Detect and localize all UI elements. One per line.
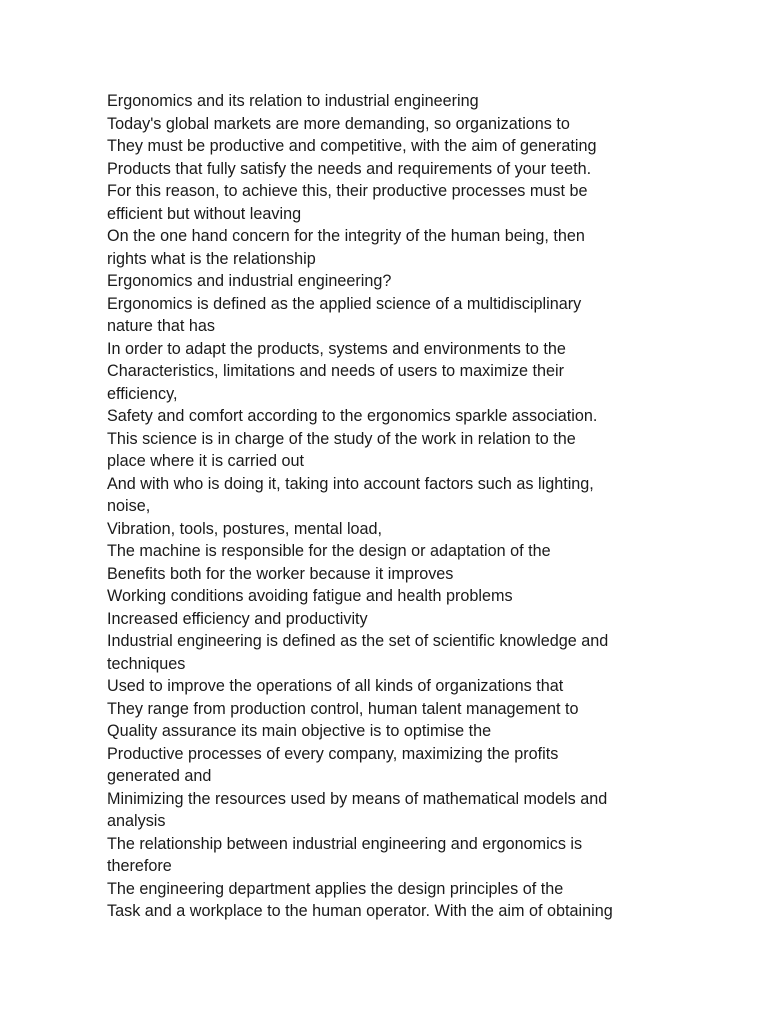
text-line: Increased efficiency and productivity	[107, 609, 368, 628]
text-line: The engineering department applies the design principles of the	[107, 879, 564, 898]
text-line: Ergonomics and industrial engineering?	[107, 272, 392, 290]
text-line: efficient but without leaving	[107, 204, 302, 223]
text-line: generated and	[107, 767, 212, 785]
text-line: This science is in charge of the study of the work in relation to the	[107, 429, 576, 448]
text-line: Products that fully satisfy the needs and requirements of your teeth.	[107, 159, 592, 178]
text-line: The relationship between industrial engineering and ergonomics is	[107, 834, 583, 853]
text-line: place where it is carried out	[107, 452, 305, 470]
text-line: Productive processes of every company, maximizing the profits	[107, 744, 559, 763]
text-line: On the one hand concern for the integrity of the human being, then	[107, 227, 585, 245]
text-line: Task and a workplace to the human operator. With the aim of obtaining	[107, 902, 613, 920]
text-line: They must be productive and competitive, with the aim of generating	[107, 137, 597, 155]
text-line: And with who is doing it, taking into account factors such as lighting,	[107, 474, 594, 493]
text-line: Working conditions avoiding fatigue and health problems	[107, 587, 513, 605]
text-line: Today's global markets are more demanding, so organizations to	[107, 114, 570, 133]
text-line: Industrial engineering is defined as the set of scientific knowledge and	[107, 632, 609, 650]
text-line: Characteristics, limitations and needs of users to maximize their	[107, 362, 565, 380]
text-line: They range from production control, human talent management to	[107, 699, 579, 718]
text-line: noise,	[107, 497, 151, 515]
document-title-line: Ergonomics and its relation to industrial engineering	[107, 92, 479, 110]
text-line: For this reason, to achieve this, their productive processes must be	[107, 182, 588, 200]
text-line: Used to improve the operations of all kinds of organizations that	[107, 677, 564, 695]
text-line: In order to adapt the products, systems and environments to the	[107, 339, 566, 358]
text-line: rights what is the relationship	[107, 249, 316, 268]
text-line: nature that has	[107, 317, 215, 335]
text-line: techniques	[107, 654, 186, 673]
text-line: Minimizing the resources used by means of mathematical models and	[107, 789, 608, 808]
text-line: Vibration, tools, postures, mental load,	[107, 519, 383, 538]
text-line: Benefits both for the worker because it improves	[107, 564, 454, 583]
text-line: therefore	[107, 857, 172, 875]
text-line: The machine is responsible for the design or adaptation of the	[107, 542, 551, 560]
text-line: efficiency,	[107, 384, 178, 403]
text-line: analysis	[107, 812, 166, 830]
text-line: Safety and comfort according to the ergonomics sparkle association.	[107, 407, 598, 425]
text-line: Ergonomics is defined as the applied science of a multidisciplinary	[107, 294, 582, 313]
document-body	[107, 90, 667, 923]
text-line: Quality assurance its main objective is to optimise the	[107, 722, 492, 740]
